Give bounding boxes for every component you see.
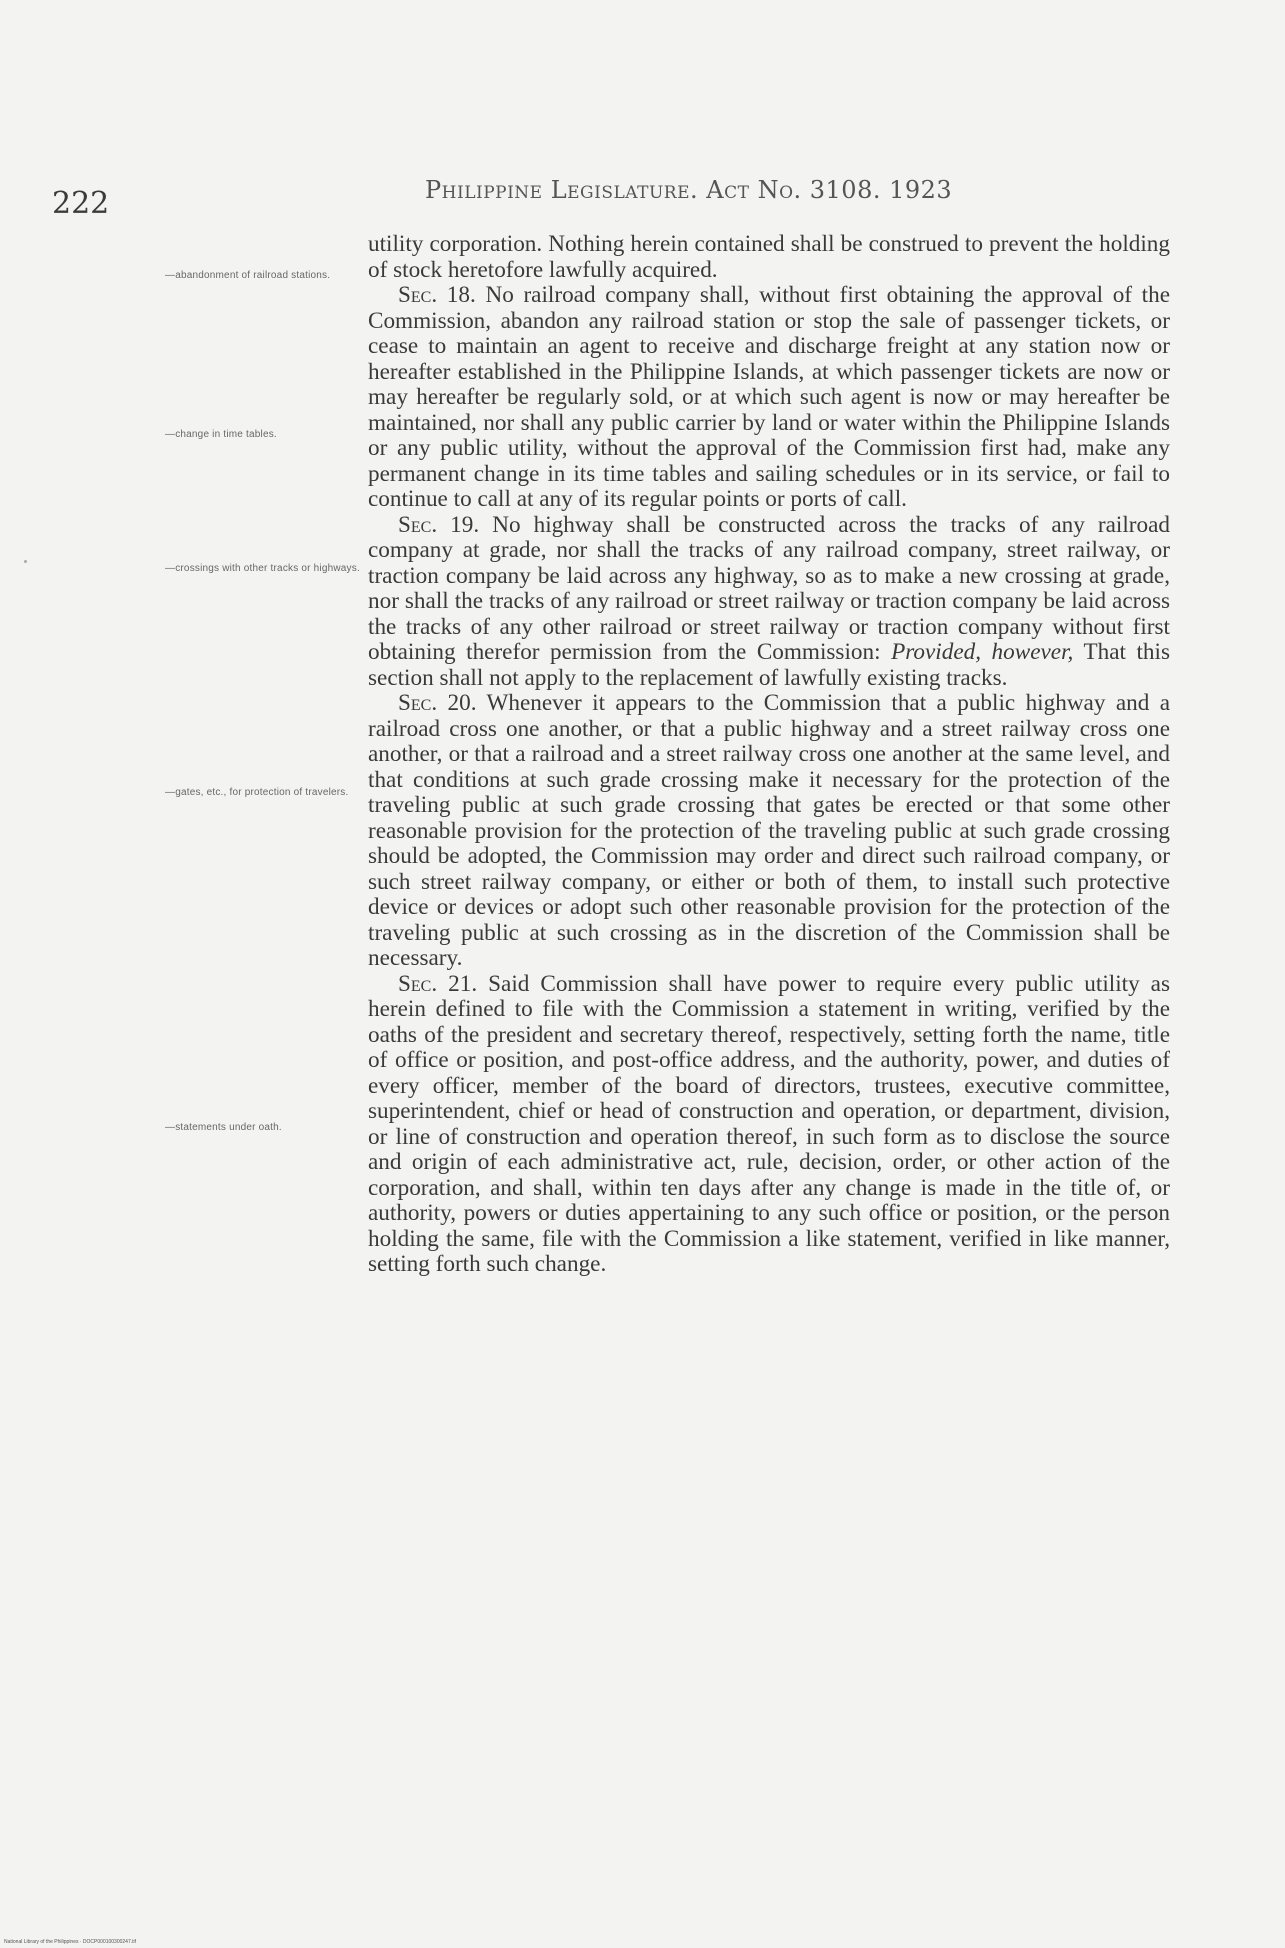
- section-label: Sec. 19.: [398, 511, 480, 538]
- section-label: Sec. 21.: [398, 970, 478, 997]
- margin-note-time-tables: —change in time tables.: [165, 429, 277, 440]
- proviso-italic: Provided, however,: [880, 639, 1074, 665]
- margin-note-statements: —statements under oath.: [165, 1122, 282, 1133]
- running-head: Philippine Legislature. Act No. 3108. 1923: [425, 176, 953, 204]
- margin-note-crossings: —crossings with other tracks or highways.: [165, 563, 360, 574]
- margin-note-gates: —gates, etc., for protection of travelers.: [165, 787, 349, 798]
- body-text: [368, 232, 1170, 1278]
- paragraph-continuation: utility corporation. Nothing herein contained shall be construed to prevent the holding of stock heretofore lawfully acquired.: [368, 231, 1170, 283]
- margin-note-abandonment: —abandonment of railroad stations.: [165, 270, 331, 281]
- section-text-end: That this section shall not apply to the replacement of lawfully existing tracks.: [368, 639, 1170, 691]
- section-19: [368, 513, 1170, 692]
- section-18: [368, 283, 1170, 513]
- section-text: Said Commission shall have power to require every public utility as herein defined to file with the Commission a statement in writing, verified by the oaths of the president and secretary thereof, respectively, setting forth the name, title of office or position, and post-office address, and the authority, power, and duties of every officer, member of the board of directors, trustees, executive committee, superintendent, chief or head of construction and operation, or department, division, or line of construction and operation thereof, in such form as to disclose the source and origin of each administrative act, rule, decision, order, or other action of the corporation, and shall, within ten days after any change is made in the title of, or authority, powers or duties appertaining to any such office or position, or the person holding the same, file with the Commission a like statement, verified in like manner, setting forth such change.: [368, 970, 1170, 1277]
- page-number: 222: [52, 186, 110, 221]
- footer-credit: National Library of the Philippines · DOCP000100300247.tif: [4, 1939, 137, 1945]
- section-text: Whenever it appears to the Commission that a public highway and a railroad cross one another, or that a public highway and a street railway cross one another, or that a railroad and a street railway cross one another at the same level, and that conditions at such grade crossing make it necessary for the protection of the traveling public at such grade crossing that gates be erected or that some other reasonable provision for the protection of the traveling public at such grade crossing should be adopted, the Commission may order and direct such railroad company, or such street railway company, or either or both of them, to install such protective device or devices or adopt such other reasonable provision for the protection of the traveling public at such crossing as in the discretion of the Commission shall be necessary.: [368, 690, 1170, 971]
- section-text: No highway shall be constructed across the tracks of any railroad company at grade, nor shall the tracks of any railroad company, street railway, or traction company be laid across any highway, so as to make a new crossing at grade, nor shall the tracks of any railroad or street railway or traction company be laid across the tracks of any other railroad or street railway or traction company without first obtaining therefor permission from the Commission:: [368, 511, 1170, 665]
- section-21: [368, 972, 1170, 1278]
- section-20: [368, 691, 1170, 972]
- scan-speck: [24, 560, 27, 563]
- section-label: Sec. 20.: [398, 690, 477, 716]
- section-text: No railroad company shall, without first obtaining the approval of the Commission, abandon any railroad station or stop the sale of passenger tickets, or cease to maintain an agent to receive and discharge freight at any station now or hereafter established in the Philippine Islands, at which passenger tickets are now or may hereafter be regularly sold, or at which such agent is now or may hereafter be maintained, nor shall any public carrier by land or water within the Philippine Islands or any public utility, without the approval of the Commission first had, make any permanent change in its time tables and sailing schedules or in its service, or fail to continue to call at any of its regular points or ports of call.: [368, 282, 1170, 512]
- section-label: Sec. 18.: [398, 282, 476, 308]
